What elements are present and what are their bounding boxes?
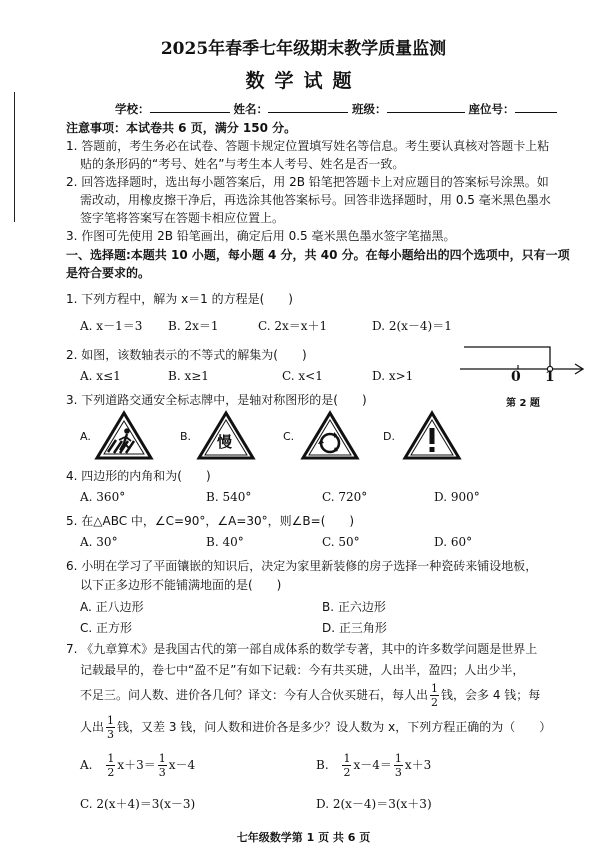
q5-option-a: A. 30° [80, 535, 118, 549]
seat-blank [515, 101, 557, 113]
q3-option-d: D. [383, 430, 395, 443]
notice-line: 需改动，用橡皮擦干净后，再选涂其他答案标号。回答非选择题时，用 0.5 毫米黑色墨水 [80, 193, 551, 207]
q1-option-a: A. x－1＝3 [80, 319, 143, 333]
q7-stem: 7. 《九章算术》是我国古代的第一部自成体系的数学专著，其中的许多数学问题是世界上 [66, 642, 538, 656]
fraction-half [342, 752, 351, 779]
axis-label-zero: 0 [511, 369, 521, 385]
fraction-numerator: 1 [107, 714, 115, 727]
notice-line: 签字笔将答案写在答题卡相应位置上。 [80, 211, 285, 225]
figure-caption: 第 2 题 [506, 398, 540, 409]
q2-option-d: D. x>1 [372, 369, 414, 383]
margin-line [14, 92, 15, 222]
notice-line: 1. 答题前，考生务必在试卷、答题卡规定位置填写姓名等信息。考生要认真核对答题卡上粘 [66, 139, 550, 153]
fraction-third [394, 752, 403, 779]
q4-stem: 4. 四边形的内角和为( ) [66, 469, 211, 483]
q7-line4-end: 钱，又差 3 钱，问人数和进价各是多少？设人数为 x，下列方程正确的为（ ） [117, 720, 552, 734]
q7-line3-end: 钱，会多 4 钱；每 [441, 688, 541, 702]
q5-stem: 5. 在△ABC 中，∠C=90°，∠A=30°，则∠B=( ) [66, 514, 355, 528]
equation-part: x＋3＝ [117, 758, 156, 772]
q3-option-a: A. [80, 430, 91, 443]
q6-option-d: D. 正三角形 [322, 621, 387, 635]
notice-line: 2. 回答选择题时，选出每小题答案后，用 2B 铅笔把答题卡上对应题目的答案标号涂黑。如 [66, 175, 549, 189]
q7-option-c: C. 2(x＋4)＝3(x－3) [80, 797, 196, 811]
class-label: 班级： [352, 102, 387, 116]
fraction-third [158, 752, 167, 779]
class-blank [387, 101, 465, 113]
q4-option-c: C. 720° [322, 490, 368, 504]
q6-option-a: A. 正八边形 [80, 600, 144, 614]
school-blank [150, 101, 230, 113]
fraction-denominator: 3 [394, 766, 402, 779]
q5-option-d: D. 60° [434, 535, 473, 549]
fraction-numerator: 1 [158, 752, 166, 765]
q7-option-b [316, 752, 431, 779]
q1-option-b: B. 2x＝1 [168, 319, 219, 333]
q6-stem-cont: 以下正多边形不能铺满地面的是( ) [80, 578, 282, 592]
fraction-denominator: 3 [158, 766, 166, 779]
q7-stem-line3 [80, 682, 540, 709]
q2-option-c: C. x<1 [282, 369, 323, 383]
fraction-numerator: 1 [394, 752, 402, 765]
q6-option-c: C. 正方形 [80, 621, 133, 635]
q3-stem: 3. 下列道路交通安全标志牌中，是轴对称图形的是( ) [66, 393, 367, 407]
fraction-denominator: 3 [107, 728, 115, 741]
q4-option-d: D. 900° [434, 490, 480, 504]
fraction-denominator: 2 [431, 696, 439, 709]
equation-part: x＋3 [404, 758, 432, 772]
q3-option-b: B. [180, 430, 192, 443]
fraction-numerator: 1 [431, 682, 439, 695]
q5-option-c: C. 50° [322, 535, 360, 549]
q6-stem: 6. 小明在学习了平面镶嵌的知识后，决定为家里新装修的房子选择一种瓷砖来铺设地板， [66, 559, 538, 573]
equation-part: x－4 [168, 758, 196, 772]
exam-title: 2025年春季七年级期末教学质量监测 [160, 39, 447, 59]
q2-option-b: B. x≥1 [168, 369, 209, 383]
slow-sign-text: 慢 [217, 433, 233, 451]
q1-option-d: D. 2(x－4)＝1 [372, 319, 452, 333]
section-heading-cont: 是符合要求的。 [66, 266, 151, 280]
fraction-half [106, 752, 115, 779]
axis-label-one: 1 [545, 369, 555, 385]
q2-option-a: A. x≤1 [80, 369, 121, 383]
fraction-numerator: 1 [107, 752, 115, 765]
q7-stem-line4 [80, 714, 551, 741]
q7-option-d: D. 2(x－4)＝3(x＋3) [316, 797, 432, 811]
q7-line3-start: 不足三。问人数、进价各几何？译文：今有人合伙买琎石，每人出 [80, 688, 429, 702]
option-label: A. [80, 758, 93, 772]
number-line-figure [456, 338, 591, 388]
notice-line: 贴的条形码的“考号、姓名”与考生本人考号、姓名是否一致。 [80, 157, 405, 171]
school-label: 学校： [115, 102, 150, 116]
fraction-numerator: 1 [343, 752, 351, 765]
roundabout-sign-icon [300, 410, 360, 462]
option-label: B. [316, 758, 329, 772]
fraction-half [430, 682, 439, 709]
q1-option-c: C. 2x＝x＋1 [258, 319, 328, 333]
fraction-third [106, 714, 115, 741]
q5-option-b: B. 40° [206, 535, 244, 549]
name-blank [268, 101, 348, 113]
student-info-row [115, 101, 557, 117]
q6-option-b: B. 正六边形 [322, 600, 386, 614]
q4-option-b: B. 540° [206, 490, 252, 504]
seat-label: 座位号： [468, 102, 515, 116]
q7-line4-start: 人出 [80, 720, 105, 734]
name-label: 姓名： [233, 102, 269, 116]
q3-option-c: C. [283, 430, 295, 443]
fraction-denominator: 2 [107, 766, 115, 779]
q7-stem-cont: 记载最早的，卷七中“盈不足”有如下记载：今有共买琎，人出半，盈四；人出少半， [80, 663, 525, 677]
notice-line: 3. 作图可先使用 2B 铅笔画出，确定后用 0.5 毫米黑色墨水签字笔描黑。 [66, 229, 456, 243]
equation-part: x－4＝ [353, 758, 392, 772]
q7-option-a [80, 752, 195, 779]
fraction-denominator: 2 [343, 766, 351, 779]
warning-sign-icon [402, 410, 462, 462]
exam-subtitle: 数学试题 [245, 70, 362, 92]
q4-option-a: A. 360° [80, 490, 126, 504]
pedestrian-crossing-sign-icon [94, 410, 154, 462]
q1-stem: 1. 下列方程中，解为 x＝1 的方程是( ) [66, 292, 293, 306]
section-heading: 一、选择题:本题共 10 小题，每小题 4 分，共 40 分。在每小题给出的四个选项中，只有一项 [66, 248, 570, 262]
q2-stem: 2. 如图，该数轴表示的不等式的解集为( ) [66, 348, 307, 362]
page-footer: 七年级数学第 1 页 共 6 页 [236, 831, 371, 844]
notice-heading: 注意事项：本试卷共 6 页，满分 150 分。 [66, 121, 297, 135]
